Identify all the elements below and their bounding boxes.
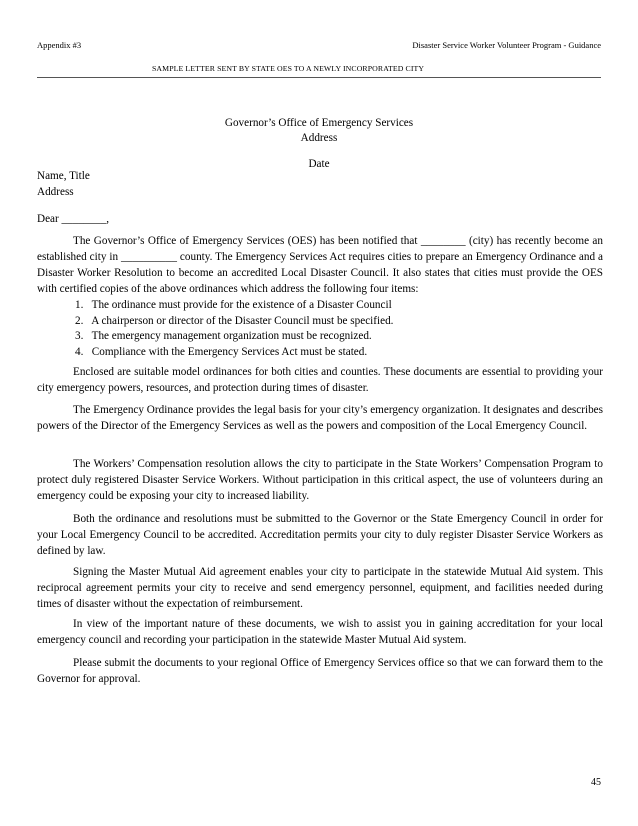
list-item: 4. Compliance with the Emergency Services Act must be stated. — [75, 345, 368, 358]
paragraph-4: The Workers’ Compensation resolution allows the city to participate in the State Workers’ Compensation Program to protect duly registered Disaster Service Workers. Without participation in this critical aspect, the use of volunteers during an emergency could be exposing your city to increased liability. — [37, 458, 603, 502]
page-number: 45 — [591, 777, 601, 788]
header-subtitle: SAMPLE LETTER SENT BY STATE OES TO A NEWLY INCORPORATED CITY — [152, 64, 425, 73]
list-item: 2. A chairperson or director of the Disaster Council must be specified. — [75, 314, 394, 327]
paragraph-3: The Emergency Ordinance provides the legal basis for your city’s emergency organization. It designates and describes powers of the Director of the Emergency Services as well as the powers and composition of the Local Emergency Council. — [37, 404, 603, 432]
recipient-address: Address — [37, 186, 74, 198]
paragraph-7: In view of the important nature of these documents, we wish to assist you in gaining accreditation for your local emergency council and recording your participation in the statewide Master Mutual Aid system. — [37, 618, 603, 646]
list-item: 3. The emergency management organization must be recognized. — [75, 330, 372, 342]
paragraph-6: Signing the Master Mutual Aid agreement enables your city to participate in the statewide Mutual Aid system. This reciprocal agreement permits your city to receive and send emergency personnel, equipment, and facilities needed during times of disaster without the expectation of reimbursement. — [37, 566, 603, 610]
paragraph-8: Please submit the documents to your regional Office of Emergency Services office so that we can forward them to the Governor for approval. — [37, 657, 603, 685]
paragraph-2: Enclosed are suitable model ordinances for both cities and counties. These documents are essential to providing your city emergency powers, resources, and protection during times of disaster. — [37, 366, 603, 394]
letter-date: Date — [308, 158, 330, 170]
paragraph-5: Both the ordinance and resolutions must be submitted to the Governor or the State Emergency Council in order for your Local Emergency Council to be accredited. Accreditation permits your city to duly register Disaster Service Workers as defined by law. — [37, 513, 603, 557]
salutation: Dear ________, — [37, 213, 110, 225]
letterhead-org: Governor’s Office of Emergency Services — [224, 117, 414, 129]
header-divider — [37, 77, 601, 78]
requirements-list — [75, 298, 393, 360]
list-item: 1. The ordinance must provide for the existence of a Disaster Council — [75, 299, 392, 311]
recipient-name: Name, Title — [37, 170, 90, 182]
paragraph-1: The Governor’s Office of Emergency Services (OES) has been notified that ________ (city) has recently become an established city in __________ county. The Emergency Services Act requires cities to prepare an Emergency Ordinance and a Disaster Worker Resolution to become an accredited Local Disaster Council. It also states that cities must provide the OES with certified copies of the above ordinances which address the following four items: — [37, 235, 603, 295]
letterhead-address: Address — [300, 132, 338, 144]
header-appendix: Appendix #3 — [37, 40, 82, 50]
header-program-title: Disaster Service Worker Volunteer Program - Guidance — [412, 40, 601, 50]
